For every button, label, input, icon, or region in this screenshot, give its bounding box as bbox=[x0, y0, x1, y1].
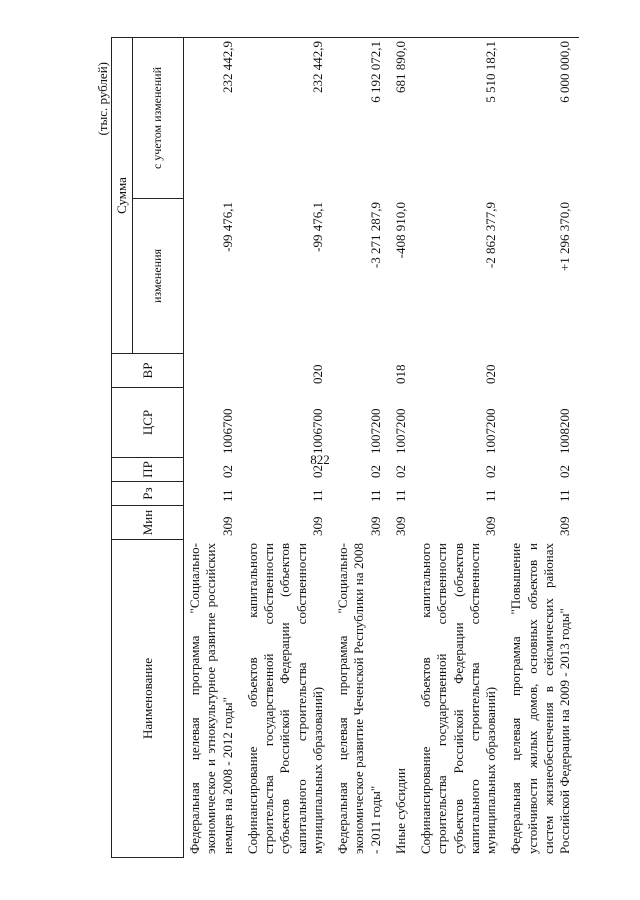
row-change: -408 910,0 bbox=[393, 202, 408, 259]
row-rz: 11 bbox=[393, 489, 408, 502]
row-min: 309 bbox=[393, 516, 408, 536]
rotated-table-sheet bbox=[95, 38, 575, 858]
row-pr: 02 bbox=[367, 465, 383, 478]
table-row bbox=[505, 38, 579, 858]
row-vr: 020 bbox=[310, 364, 325, 384]
header-change: изменения bbox=[133, 199, 184, 354]
row-vr bbox=[184, 354, 242, 388]
row-rz: 11 bbox=[310, 489, 325, 502]
row-name: Софинансирование объектов капитального строительства государственной собственности субъектов Российской Федерации (объектов капитального строительства собственности муниципальных образований) bbox=[418, 543, 498, 854]
row-name: Иные субсидии bbox=[392, 768, 408, 854]
row-name: Федеральная целевая программа "Повышение устойчивости жилых домов, основных объектов и систем жизнеобеспечения в сейсмических районах Российской Федерации на 2009 - 2013 годы" bbox=[508, 543, 572, 854]
header-vr: ВР bbox=[112, 354, 184, 388]
row-rz: 11 bbox=[219, 489, 235, 502]
row-with-changes: 232 442,9 bbox=[219, 41, 235, 93]
row-min: 309 bbox=[310, 516, 325, 536]
table-row bbox=[415, 38, 505, 858]
row-change: -2 862 377,9 bbox=[483, 202, 499, 269]
row-min: 309 bbox=[557, 516, 573, 536]
header-pr: ПР bbox=[112, 458, 184, 482]
row-with-changes: 5 510 182,1 bbox=[483, 41, 499, 103]
table-row bbox=[390, 38, 415, 858]
row-vr: 020 bbox=[483, 364, 499, 384]
units-label: (тыс. рублей) bbox=[95, 62, 110, 136]
header-csr: ЦСР bbox=[112, 388, 184, 458]
row-csr: 1007200 bbox=[393, 408, 408, 454]
row-csr: 1008200 bbox=[557, 408, 573, 454]
table-body bbox=[184, 38, 580, 858]
header-row-top bbox=[112, 38, 133, 858]
header-name: Наименование bbox=[112, 540, 184, 858]
row-name: Федеральная целевая программа "Социально-экономическое развитие Чеченской Республики на 2008 - 2011 годы" bbox=[335, 543, 383, 854]
row-csr: 1006700 bbox=[310, 408, 325, 454]
header-with-changes: с учетом изменений bbox=[133, 38, 184, 199]
row-change: -99 476,1 bbox=[310, 202, 325, 252]
row-change: -99 476,1 bbox=[219, 202, 235, 252]
row-csr: 1006700 bbox=[219, 408, 235, 454]
row-with-changes: 6 000 000,0 bbox=[557, 41, 573, 103]
row-pr: 02 bbox=[557, 465, 573, 478]
row-vr bbox=[505, 354, 579, 388]
row-rz: 11 bbox=[367, 489, 383, 502]
table-row bbox=[332, 38, 390, 858]
row-csr: 1007200 bbox=[367, 408, 383, 454]
page-number: 822 bbox=[310, 452, 330, 467]
row-min: 309 bbox=[367, 516, 383, 536]
row-rz: 11 bbox=[557, 489, 573, 502]
budget-table bbox=[111, 37, 579, 858]
row-csr: 1007200 bbox=[483, 408, 499, 454]
header-sum: Сумма bbox=[112, 38, 133, 354]
table-row bbox=[242, 38, 332, 858]
row-pr: 02 bbox=[310, 465, 325, 478]
row-min: 309 bbox=[483, 516, 499, 536]
row-change: +1 296 370,0 bbox=[557, 202, 573, 272]
row-change: -3 271 287,9 bbox=[367, 202, 383, 269]
row-with-changes: 6 192 072,1 bbox=[367, 41, 383, 103]
header-rz: Рз bbox=[112, 482, 184, 506]
row-pr: 02 bbox=[219, 465, 235, 478]
row-pr: 02 bbox=[393, 465, 408, 478]
row-vr bbox=[332, 354, 390, 388]
row-vr: 018 bbox=[393, 364, 408, 384]
row-min: 309 bbox=[219, 516, 235, 536]
row-rz: 11 bbox=[483, 489, 499, 502]
row-name: Федеральная целевая программа "Социально-экономическое и этнокультурное развитие российских немцев на 2008 - 2012 годы" bbox=[187, 543, 235, 854]
table-row bbox=[184, 38, 242, 858]
row-with-changes: 681 890,0 bbox=[393, 41, 408, 93]
header-min: Мин bbox=[112, 506, 184, 540]
row-pr: 02 bbox=[483, 465, 499, 478]
row-name: Софинансирование объектов капитального строительства государственной собственности субъектов Российской Федерации (объектов капитального строительства собственности муниципальных образований) bbox=[244, 543, 325, 854]
row-with-changes: 232 442,9 bbox=[310, 41, 325, 93]
